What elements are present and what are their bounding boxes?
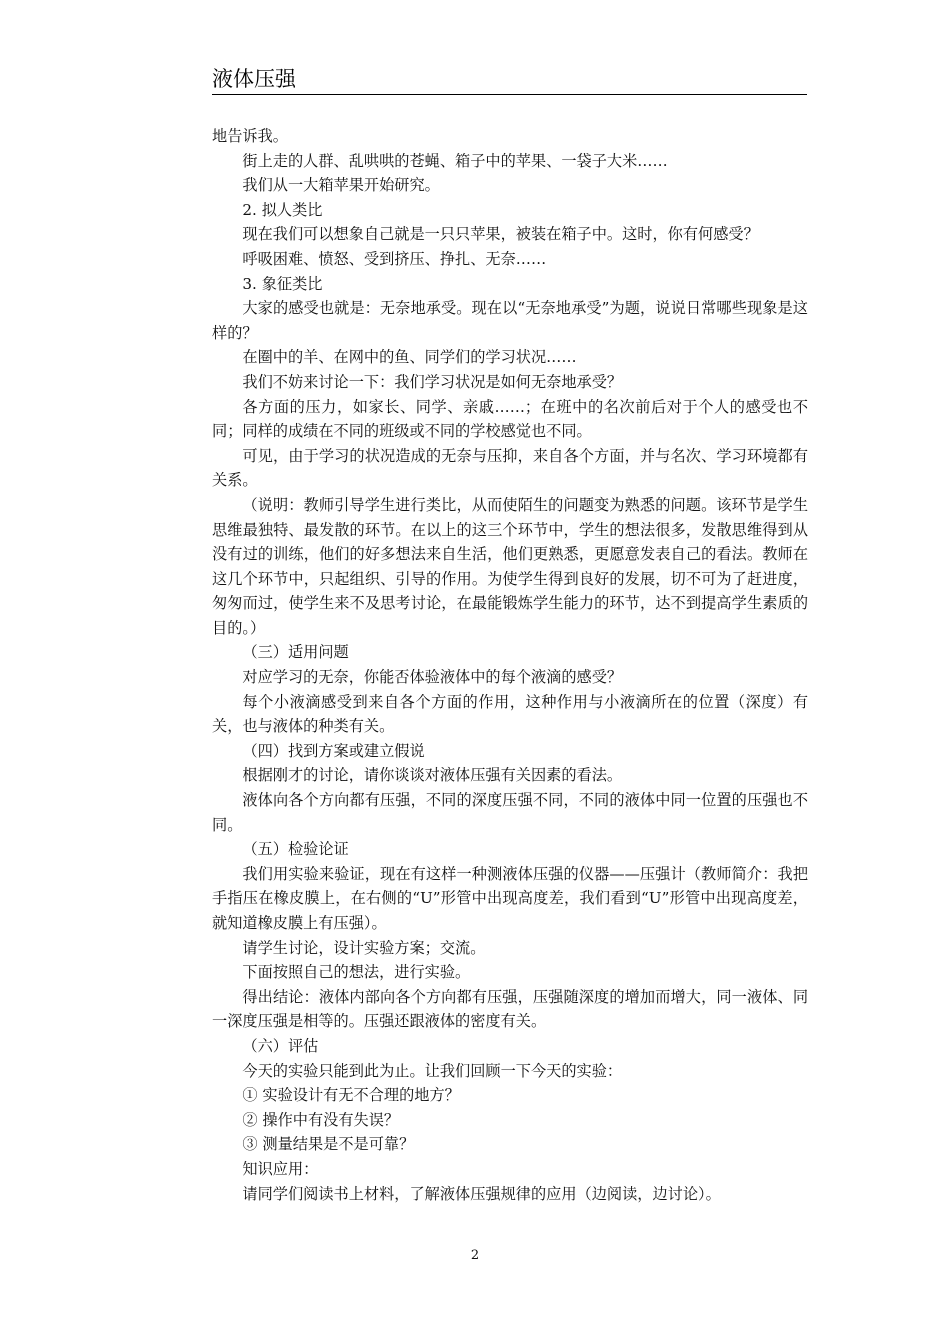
paragraph: 知识应用： <box>242 1159 319 1178</box>
paragraph: 呼吸困难、愤怒、受到挤压、挣扎、无奈…… <box>242 249 547 268</box>
paragraph: 液体向各个方向都有压强，不同的深度压强不同，不同的液体中同一位置的压强也不同。 <box>212 791 808 834</box>
paragraph: 今天的实验只能到此为止。让我们回顾一下今天的实验： <box>242 1061 623 1080</box>
paragraph: 大家的感受也就是：无奈地承受。现在以“无奈地承受”为题，说说日常哪些现象是这样的？ <box>212 299 808 342</box>
paragraph: 根据刚才的讨论，请你谈谈对液体压强有关因素的看法。 <box>242 766 623 785</box>
paragraph: 我们从一大箱苹果开始研究。 <box>242 176 440 195</box>
paragraph: 每个小液滴感受到来自各个方面的作用，这种作用与小液滴所在的位置（深度）有关，也与液体的种类有关。 <box>212 692 808 736</box>
section-heading: （五）检验论证 <box>242 840 349 859</box>
section-heading: （三）适用问题 <box>242 643 349 662</box>
paragraph: 对应学习的无奈，你能否体验液体中的每个液滴的感受？ <box>242 668 623 687</box>
paragraph: 地告诉我。 <box>212 127 288 145</box>
document-body <box>212 124 808 1206</box>
paragraph: 下面按照自己的想法，进行实验。 <box>242 963 471 982</box>
explanation-paragraph: （说明：教师引导学生进行类比，从而使陌生的问题变为熟悉的问题。该环节是学生思维最独特、最发散的环节。在以上的这三个环节中，学生的想法很多，发散思维得到从没有过的训练，他们的好多想法来自生活，他们更熟悉，更愿意发表自己的看法。教师在这几个环节中，只起组织、引导的作用。为使学生得到良好的发展，切不可为了赶进度，匆匆而过，使学生来不及思考讨论，在最能锻炼学生能力的环节，达不到提高学生素质的目的。） <box>212 495 808 637</box>
paragraph: 现在我们可以想象自己就是一只只苹果，被装在箱子中。这时，你有何感受？ <box>242 225 759 244</box>
paragraph: 我们不妨来讨论一下：我们学习状况是如何无奈地承受？ <box>242 372 623 391</box>
list-item: ① 实验设计有无不合理的地方？ <box>242 1086 460 1105</box>
section-heading: 2. 拟人类比 <box>242 200 323 219</box>
paragraph: 各方面的压力，如家长、同学、亲戚……；在班中的名次前后对于个人的感受也不同；同样的成绩在不同的班级或不同的学校感觉也不同。 <box>212 397 808 441</box>
section-heading: 3. 象征类比 <box>242 274 323 293</box>
list-item: ③ 测量结果是不是可靠？ <box>242 1135 415 1154</box>
paragraph: 在圈中的羊、在网中的鱼、同学们的学习状况…… <box>242 348 577 367</box>
paragraph: 请学生讨论，设计实验方案；交流。 <box>242 938 486 957</box>
paragraph: 街上走的人群、乱哄哄的苍蝇、箱子中的苹果、一袋子大米…… <box>242 151 668 170</box>
section-heading: （六）评估 <box>242 1036 319 1055</box>
list-item: ② 操作中有没有失误？ <box>242 1110 400 1129</box>
paragraph: 可见，由于学习的状况造成的无奈与压抑，来自各个方面，并与名次、学习环境都有关系。 <box>212 446 808 490</box>
paragraph: 请同学们阅读书上材料，了解液体压强规律的应用（边阅读，边讨论）。 <box>242 1184 721 1203</box>
page-header <box>212 62 807 95</box>
page-number: 2 <box>470 1248 480 1263</box>
section-heading: （四）找到方案或建立假说 <box>242 741 425 760</box>
paragraph: 我们用实验来验证，现在有这样一种测液体压强的仪器——压强计（教师简介：我把手指压在橡皮膜上，在右侧的“U”形管中出现高度差，我们看到“U”形管中出现高度差，就知道橡皮膜上有压强）。 <box>212 864 808 932</box>
paragraph: 得出结论：液体内部向各个方向都有压强，压强随深度的增加而增大，同一液体、同一深度压强是相等的。压强还跟液体的密度有关。 <box>212 987 808 1031</box>
header-title: 液体压强 <box>212 67 296 91</box>
